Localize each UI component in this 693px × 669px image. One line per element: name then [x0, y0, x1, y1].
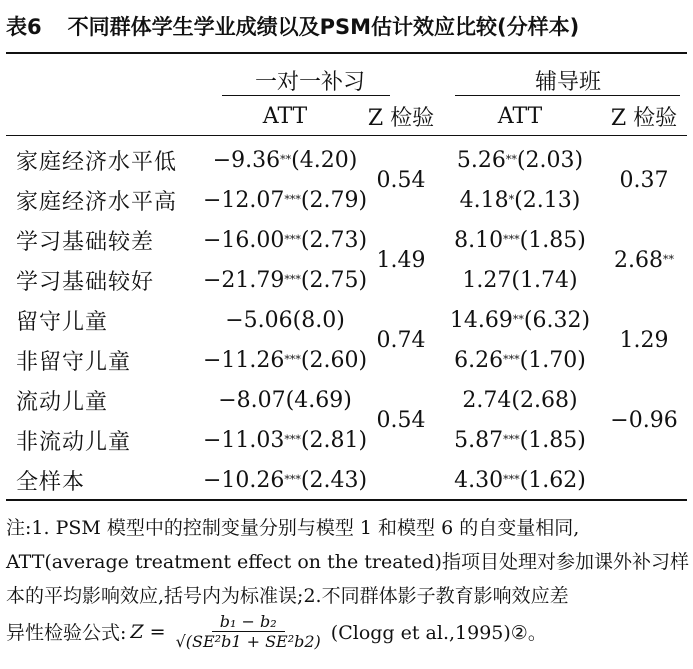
- att-value: 5.87: [454, 427, 504, 453]
- z-value: 1.29: [619, 327, 669, 353]
- att-value: −16.00: [202, 227, 285, 253]
- att-value: −8.07: [218, 387, 286, 413]
- formula-numerator: b₁ − b₂: [212, 612, 285, 632]
- att-value: 6.26: [454, 347, 504, 373]
- row-label: [16, 340, 206, 380]
- att-value: 4.18: [459, 187, 509, 213]
- att1-cell: [200, 380, 370, 420]
- cell-text: 非流动儿童: [16, 429, 132, 455]
- col-header-z2: Z 检验: [610, 105, 678, 131]
- standard-error: (2.13): [514, 187, 581, 213]
- cell-text: 家庭经济水平低: [16, 149, 178, 175]
- table-title: [6, 4, 579, 48]
- att-value: 8.10: [454, 227, 504, 253]
- note-line-2: ATT(average treatment effect on the treated)指项目处理对参加课外补习样: [6, 551, 689, 573]
- row-label: [16, 420, 206, 460]
- standard-error: (1.85): [519, 427, 586, 453]
- z-value: 0.37: [619, 167, 669, 193]
- att-value: 1.27: [462, 267, 512, 293]
- table-caption: 不同群体学生学业成绩以及PSM估计效应比较(分样本): [67, 15, 580, 39]
- standard-error: (2.43): [300, 467, 368, 493]
- z-test-tutoring: 0.74: [376, 327, 426, 353]
- att2-cell: 4.18 * (2.13): [459, 187, 581, 213]
- standard-error: (2.68): [511, 387, 578, 413]
- formula-citation: (Clogg et al.,1995)②。: [330, 622, 547, 644]
- z-test-class: [600, 160, 688, 200]
- att-value: −5.06: [225, 307, 293, 333]
- cell-text: 全样本: [16, 469, 86, 495]
- att-value: −11.03: [202, 427, 285, 453]
- row-label: [16, 380, 206, 420]
- att1-cell: −9.36 ** (4.20): [212, 147, 358, 173]
- z-test-class: 2.68 **: [614, 247, 674, 273]
- formula-fraction: [172, 612, 325, 651]
- standard-error: (1.85): [519, 227, 586, 253]
- z-test-tutoring: 0.54: [376, 167, 426, 193]
- cell-text: 流动儿童: [16, 389, 109, 415]
- att1-cell: −21.79 *** (2.75): [202, 267, 368, 293]
- att2-cell: 5.26 ** (2.03): [456, 147, 584, 173]
- standard-error: (6.32): [523, 307, 591, 333]
- standard-error: (2.60): [300, 347, 368, 373]
- z-test-tutoring: 1.49: [376, 247, 426, 273]
- z-test-class: [600, 320, 688, 360]
- col-header-att1: ATT: [262, 103, 308, 129]
- standard-error: (4.69): [285, 387, 352, 413]
- standard-error: (4.20): [291, 147, 358, 173]
- att1-cell: −16.00 *** (2.73): [202, 227, 368, 253]
- formula-denominator: √(SE²b1 + SE²b2): [175, 632, 321, 651]
- att1-cell: −10.26 *** (2.43): [202, 467, 368, 493]
- note-line-3: 本的平均影响效应,括号内为标准误;2.不同群体影子教育影响效应差: [6, 585, 569, 607]
- group-header-tutoring: 一对一补习: [254, 69, 365, 95]
- note-formula: [6, 612, 547, 651]
- z-value: 2.68: [614, 247, 663, 273]
- standard-error: (2.81): [300, 427, 368, 453]
- standard-error: (2.73): [300, 227, 368, 253]
- att1-cell: −12.07 *** (2.79): [202, 187, 368, 213]
- col-header-z1: Z 检验: [367, 105, 435, 131]
- standard-error: (2.79): [300, 187, 368, 213]
- header-rule: [6, 135, 687, 136]
- att-value: 5.26: [456, 147, 506, 173]
- group-header-class: 辅导班: [534, 69, 601, 95]
- bottom-rule: [6, 499, 687, 501]
- att-value: −9.36: [212, 147, 281, 173]
- att2-cell: [430, 260, 610, 300]
- att-value: −10.26: [202, 467, 285, 493]
- table-number: 表6: [6, 15, 42, 39]
- col-header-att2: ATT: [497, 103, 543, 129]
- row-label: [16, 180, 206, 220]
- standard-error: (1.74): [511, 267, 578, 293]
- att-value: −21.79: [202, 267, 285, 293]
- att1-cell: [200, 300, 370, 340]
- cell-text: 学习基础较好: [16, 269, 155, 295]
- row-label: [16, 300, 206, 340]
- top-rule: [6, 52, 687, 54]
- row-label: [16, 220, 206, 260]
- cell-text: 家庭经济水平高: [16, 189, 178, 215]
- row-label: [16, 140, 206, 180]
- att-value: −12.07: [202, 187, 285, 213]
- att2-cell: 14.69 ** (6.32): [449, 307, 591, 333]
- z-test-tutoring: 0.54: [376, 407, 426, 433]
- standard-error: (2.03): [516, 147, 584, 173]
- cell-text: 留守儿童: [16, 309, 109, 335]
- standard-error: (1.62): [519, 467, 586, 493]
- standard-error: (1.70): [519, 347, 586, 373]
- row-label: [16, 260, 206, 300]
- att2-cell: [430, 380, 610, 420]
- att2-cell: 6.26 *** (1.70): [454, 347, 586, 373]
- standard-error: (2.75): [300, 267, 368, 293]
- att1-cell: −11.03 *** (2.81): [202, 427, 368, 453]
- row-label: [16, 460, 206, 500]
- z-value: −0.96: [610, 407, 678, 433]
- formula-prefix: 异性检验公式:: [6, 622, 127, 644]
- att-value: 14.69: [449, 307, 513, 333]
- z-test-class: [600, 400, 688, 440]
- formula-lhs: Z =: [130, 620, 166, 643]
- att2-cell: 8.10 *** (1.85): [454, 227, 586, 253]
- standard-error: (8.0): [292, 307, 345, 333]
- att-value: −11.26: [202, 347, 285, 373]
- att1-cell: −11.26 *** (2.60): [202, 347, 368, 373]
- note-line-1: 注:1. PSM 模型中的控制变量分别与模型 1 和模型 6 的自变量相同,: [6, 517, 580, 539]
- att2-cell: 5.87 *** (1.85): [454, 427, 586, 453]
- att-value: 2.74: [462, 387, 512, 413]
- cell-text: 非留守儿童: [16, 349, 132, 375]
- att-value: 4.30: [454, 467, 504, 493]
- cell-text: 学习基础较差: [16, 229, 155, 255]
- att2-cell: 4.30 *** (1.62): [454, 467, 586, 493]
